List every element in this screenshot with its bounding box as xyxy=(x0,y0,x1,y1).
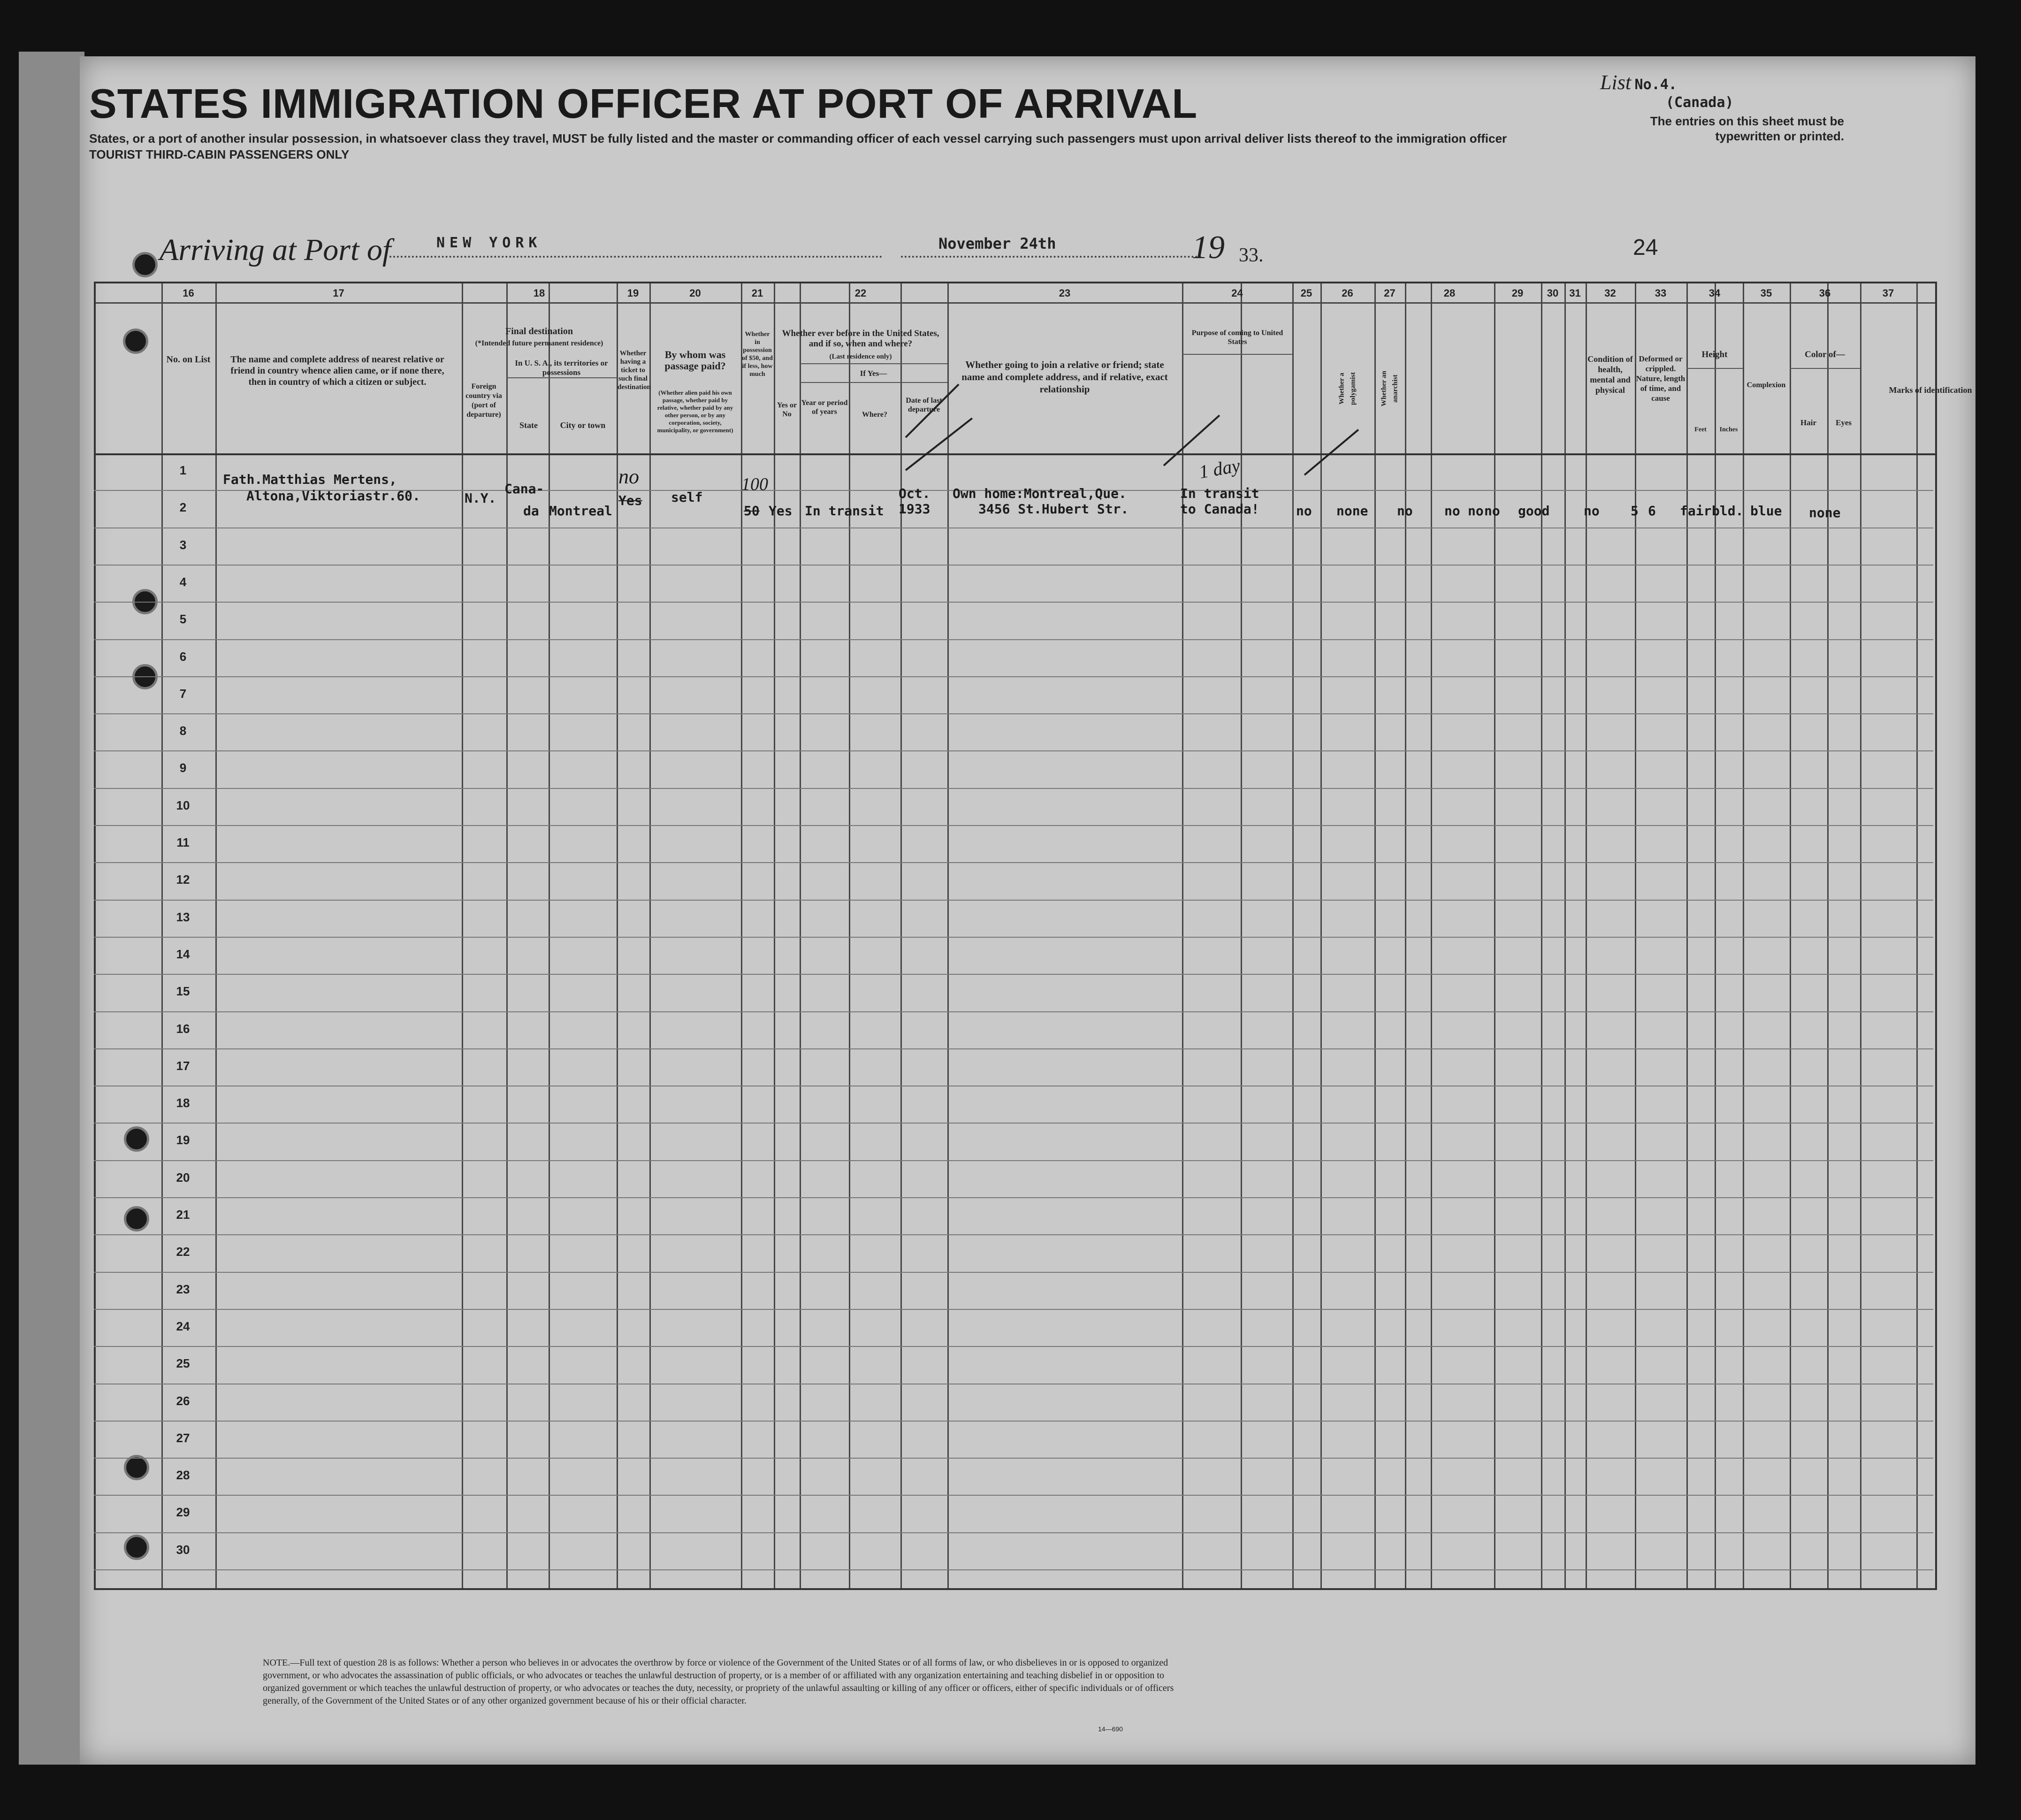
hdr-last-departure: Date of last departure xyxy=(906,397,942,413)
hdr-passage-paid: By whom was passage paid? xyxy=(664,349,726,372)
hdr-complexion: Complexion xyxy=(1746,381,1786,389)
entry-col31: no xyxy=(1484,503,1500,519)
arriving-label: Arriving at Port of xyxy=(160,233,391,267)
row-line xyxy=(94,602,1933,603)
row-line xyxy=(94,1495,1933,1496)
header-divider xyxy=(96,302,1935,304)
hdr-final-destination: Final destination xyxy=(505,326,573,336)
colnum-26: 26 xyxy=(1342,287,1353,299)
entry-purpose-line1: In transit xyxy=(1180,486,1259,501)
row-number: 15 xyxy=(176,984,190,999)
colnum-32: 32 xyxy=(1604,287,1616,299)
date-value: November 24th xyxy=(938,235,1056,252)
entry-ticket-handwritten: no xyxy=(618,465,639,488)
hdr-no-on-list: No. on List xyxy=(166,354,211,365)
col-divider xyxy=(649,283,651,1588)
page-title: STATES IMMIGRATION OFFICER AT PORT OF ARRIVAL xyxy=(89,80,1198,127)
col-divider xyxy=(1790,283,1791,1588)
row-line xyxy=(94,1197,1933,1198)
hdr-health: Condition of health, mental and physical xyxy=(1587,354,1633,395)
binding-strip xyxy=(19,52,84,1765)
entry-last-departure-line2: 1933 xyxy=(899,501,930,517)
entry-health: good xyxy=(1518,503,1550,519)
colnum-34: 34 xyxy=(1708,287,1721,299)
entry-relative-line2: Altona,Viktoriastr.60. xyxy=(246,488,420,504)
subhdr-line xyxy=(800,382,947,383)
col-divider xyxy=(462,283,463,1588)
hdr-before-in-us: Whether ever before in the United States, and if so, when and where? xyxy=(782,329,939,349)
row-number: 16 xyxy=(176,1021,190,1036)
row-number: 18 xyxy=(176,1096,190,1110)
row-number: 24 xyxy=(176,1319,190,1333)
hdr-polygamist: Whether a polygamist xyxy=(1338,372,1357,405)
entry-feet: 5 xyxy=(1631,503,1639,519)
col-divider xyxy=(1182,283,1183,1588)
entry-hair: bld. xyxy=(1712,503,1744,519)
row-number: 17 xyxy=(176,1058,190,1073)
col-divider xyxy=(1241,283,1242,1588)
hdr-height: Height xyxy=(1701,350,1728,359)
row-number: 13 xyxy=(176,910,190,924)
col-divider xyxy=(1292,283,1294,1588)
row-line xyxy=(94,1569,1933,1570)
colnum-20: 20 xyxy=(689,287,701,299)
col-divider xyxy=(1860,283,1861,1588)
row-line xyxy=(94,713,1933,714)
row-number: 12 xyxy=(176,872,190,887)
row-line xyxy=(94,1421,1933,1422)
row-line xyxy=(94,676,1933,677)
row-line xyxy=(94,937,1933,938)
row-line xyxy=(94,1272,1933,1273)
hdr-passage-paid-sub: (Whether alien paid his own passage, whether paid by relative, whether paid by any other person, or by any corporation, society, municipality, or government) xyxy=(657,389,733,434)
year-suffix: 33. xyxy=(1239,245,1264,266)
entry-money-handwritten: 100 xyxy=(741,474,768,494)
row-number: 23 xyxy=(176,1282,190,1296)
row-line xyxy=(94,788,1933,789)
col-divider xyxy=(947,283,949,1588)
entry-paid-by: self xyxy=(671,489,703,505)
col-divider xyxy=(1827,283,1829,1588)
entry-complexion: fair xyxy=(1680,503,1712,519)
hdr-money: Whether in possession of $50, and if less, how much xyxy=(742,331,773,378)
row-number: 19 xyxy=(176,1133,190,1147)
row-line xyxy=(94,825,1933,826)
col-divider xyxy=(549,283,550,1588)
row-number: 29 xyxy=(176,1505,190,1520)
col-divider xyxy=(1586,283,1587,1588)
row-number: 4 xyxy=(179,574,187,589)
colnum-35: 35 xyxy=(1760,287,1772,299)
col-divider xyxy=(1431,283,1432,1588)
row-number: 8 xyxy=(179,724,187,738)
row-number: 25 xyxy=(176,1356,190,1371)
footnote: NOTE.—Full text of question 28 is as follows: Whether a person who believes in or advocates the overthrow by force or violence of the Government of the United States or of all forms of law, or who disbelieves in or is opposed to organized government, or who advocates the assassination of public officials, or who advocates or teaches the unlawful destruction of property, or is a member of or affiliated with any organization entertaining and teaching disbelief in or opposition to organized government or which teaches the unlawful destruction of property, or who advocates or teaches the duty, necessity, or propriety of the unlawful assaulting or killing of any officer or officers, either of specific individuals or of officers generally, of the Government of the United States or of any other organized government because of his or their official character. xyxy=(263,1658,1174,1706)
entry-relative-line1: Fath.Matthias Mertens, xyxy=(223,472,397,487)
entry-col26: none xyxy=(1336,503,1368,519)
row-number: 3 xyxy=(179,537,187,552)
hdr-eyes: Eyes xyxy=(1836,418,1852,427)
row-number: 9 xyxy=(179,761,187,775)
entry-been-before: Yes xyxy=(769,503,793,519)
col-divider xyxy=(800,283,801,1588)
col-divider xyxy=(1564,283,1566,1588)
entry-col28: no xyxy=(1397,503,1413,519)
date-dotline xyxy=(901,256,1201,258)
colnum-37: 37 xyxy=(1882,287,1894,299)
hdr-joining: Whether going to join a relative or friend; state name and complete address, and if relative, exact relationship xyxy=(961,359,1168,395)
entry-joining-line1: Own home:Montreal,Que. xyxy=(953,486,1127,501)
form-number: 14—690 xyxy=(1098,1725,1123,1733)
entry-where: In transit xyxy=(805,503,884,519)
row-line xyxy=(94,750,1933,751)
col-divider xyxy=(215,283,217,1588)
entry-marks: none xyxy=(1809,505,1841,520)
col-divider xyxy=(1494,283,1495,1588)
binder-hole xyxy=(132,252,158,277)
subtitle-class: TOURIST THIRD-CABIN PASSENGERS ONLY xyxy=(89,147,350,161)
row-line xyxy=(94,900,1933,901)
hdr-final-destination-sub: (*Intended future permanent residence) xyxy=(475,339,603,347)
colnum-31: 31 xyxy=(1569,287,1581,299)
entry-last-departure-line1: Oct. xyxy=(899,486,930,501)
entry-col30: no xyxy=(1468,503,1484,519)
hdr-where: Where? xyxy=(862,411,887,419)
colnum-33: 33 xyxy=(1655,287,1667,299)
list-number-box xyxy=(1600,70,1844,144)
colnum-21: 21 xyxy=(751,287,763,299)
subtitle-line: States, or a port of another insular possession, in whatsoever class they travel, MUST be fully listed and the master or commanding officer of each vessel carrying such passengers must upon arrival deliver lists thereof to the immigration officer xyxy=(89,131,1507,145)
colnum-19: 19 xyxy=(627,287,639,299)
entry-state-line2: da xyxy=(523,503,539,519)
entry-col25: no xyxy=(1296,503,1312,519)
col-divider xyxy=(1320,283,1322,1588)
row-number: 5 xyxy=(179,612,187,627)
entry-ticket: Yes xyxy=(618,493,642,508)
row-number: 20 xyxy=(176,1170,190,1185)
list-note: The entries on this sheet must be typewritten or printed. xyxy=(1650,114,1844,143)
colnum-16: 16 xyxy=(183,287,194,299)
hdr-ticket: Whether having a ticket to such final destination xyxy=(618,350,651,391)
hdr-relative: The name and complete address of nearest relative or friend in country whence alien came, or if none there, then in country of which a citizen or subject. xyxy=(230,354,444,387)
entry-joining-line2: 3456 St.Hubert Str. xyxy=(978,501,1129,517)
row-line xyxy=(94,1011,1933,1012)
entry-foreign-via: N.Y. xyxy=(465,490,496,506)
col-divider xyxy=(1686,283,1688,1588)
port-dotline xyxy=(389,256,882,258)
row-number: 2 xyxy=(179,500,187,515)
colnum-23: 23 xyxy=(1059,287,1071,299)
entry-state-line1: Cana- xyxy=(504,481,544,497)
row-number: 11 xyxy=(176,835,190,849)
colnum-29: 29 xyxy=(1511,287,1524,299)
col-divider xyxy=(774,283,775,1588)
entry-purpose-handwritten: 1 day xyxy=(1197,454,1242,483)
hdr-city: City or town xyxy=(560,421,606,430)
hdr-if-yes: If Yes— xyxy=(860,369,887,378)
row-line xyxy=(94,862,1933,863)
hdr-state: State xyxy=(519,421,538,430)
subhdr-line xyxy=(800,363,947,364)
entry-eyes: blue xyxy=(1750,503,1782,519)
row-number: 30 xyxy=(176,1542,190,1557)
hdr-inches: Inches xyxy=(1719,426,1738,433)
list-label: List xyxy=(1600,71,1632,94)
col-divider xyxy=(849,283,850,1588)
colnum-28: 28 xyxy=(1443,287,1456,299)
subhdr-line xyxy=(1182,354,1292,355)
col-divider xyxy=(1541,283,1542,1588)
colnum-27: 27 xyxy=(1384,287,1396,299)
col-divider xyxy=(1635,283,1636,1588)
row-number: 6 xyxy=(179,649,187,664)
page-subtitle xyxy=(89,130,1591,162)
row-line xyxy=(94,639,1933,640)
row-number: 14 xyxy=(176,947,190,961)
hdr-color-of: Color of— xyxy=(1805,350,1845,359)
port-value: NEW YORK xyxy=(436,235,542,251)
row-line xyxy=(94,565,1933,566)
page-number: 24 xyxy=(1633,235,1658,260)
colnum-30: 30 xyxy=(1547,287,1559,299)
row-line xyxy=(94,1234,1933,1235)
col-divider xyxy=(1743,283,1744,1588)
col-divider xyxy=(900,283,902,1588)
row-number: 7 xyxy=(179,686,187,701)
row-line xyxy=(94,1346,1933,1347)
entry-inches: 6 xyxy=(1648,503,1656,519)
subhdr-line xyxy=(506,377,617,378)
hdr-deformed: Deformed or crippled. Nature, length of time, and cause xyxy=(1636,354,1685,403)
hdr-in-usa: In U. S. A., its territories or possessions xyxy=(515,359,608,377)
hdr-before-in-us-sub: (Last residence only) xyxy=(829,353,892,360)
entry-col29: no xyxy=(1444,503,1460,519)
row-number: 28 xyxy=(176,1468,190,1483)
row-line xyxy=(94,1160,1933,1161)
subhdr-line xyxy=(1790,368,1860,369)
col-divider xyxy=(506,283,508,1588)
colnum-18: 18 xyxy=(533,287,545,299)
hdr-marks: Marks of identification xyxy=(1889,385,1972,395)
colnum-25: 25 xyxy=(1300,287,1312,299)
hdr-foreign-country: Foreign country via (port of departure) xyxy=(465,382,502,419)
row-number: 21 xyxy=(176,1208,190,1222)
list-value: No.4. xyxy=(1634,76,1677,93)
row-number: 22 xyxy=(176,1245,190,1259)
header-bottom xyxy=(96,453,1935,455)
colnum-22: 22 xyxy=(854,287,867,299)
col-divider xyxy=(1916,283,1918,1588)
entry-money: 50 xyxy=(744,503,760,519)
row-line xyxy=(94,1458,1933,1459)
hdr-feet: Feet xyxy=(1694,426,1707,433)
row-number: 1 xyxy=(179,463,187,477)
row-number: 27 xyxy=(176,1430,190,1445)
colnum-24: 24 xyxy=(1231,287,1243,299)
row-line xyxy=(94,1048,1933,1049)
subhdr-line xyxy=(1686,368,1743,369)
hdr-yes-no: Yes or No xyxy=(777,401,797,418)
row-line xyxy=(94,1532,1933,1533)
colnum-17: 17 xyxy=(333,287,344,299)
col-divider xyxy=(1715,283,1716,1588)
col-divider xyxy=(1405,283,1406,1588)
col-divider xyxy=(617,283,618,1588)
row-line xyxy=(94,1123,1933,1124)
row-line xyxy=(94,974,1933,975)
colnum-36: 36 xyxy=(1819,287,1831,299)
hdr-anarchist: Whether an anarchist xyxy=(1380,371,1399,406)
entry-city: Montreal xyxy=(549,503,612,519)
entry-purpose-line2: to Canada! xyxy=(1180,501,1259,517)
row-line xyxy=(94,1309,1933,1310)
entry-deformed: no xyxy=(1584,503,1600,519)
col-divider xyxy=(1374,283,1376,1588)
year-prefix: 19 xyxy=(1192,229,1225,266)
list-sub: (Canada) xyxy=(1666,94,1734,111)
hdr-purpose: Purpose of coming to United States xyxy=(1191,329,1283,346)
hdr-year-period: Year or period of years xyxy=(801,399,848,416)
hdr-hair: Hair xyxy=(1800,418,1816,427)
row-number: 26 xyxy=(176,1393,190,1408)
col-divider xyxy=(161,283,163,1588)
row-number: 10 xyxy=(176,798,190,812)
